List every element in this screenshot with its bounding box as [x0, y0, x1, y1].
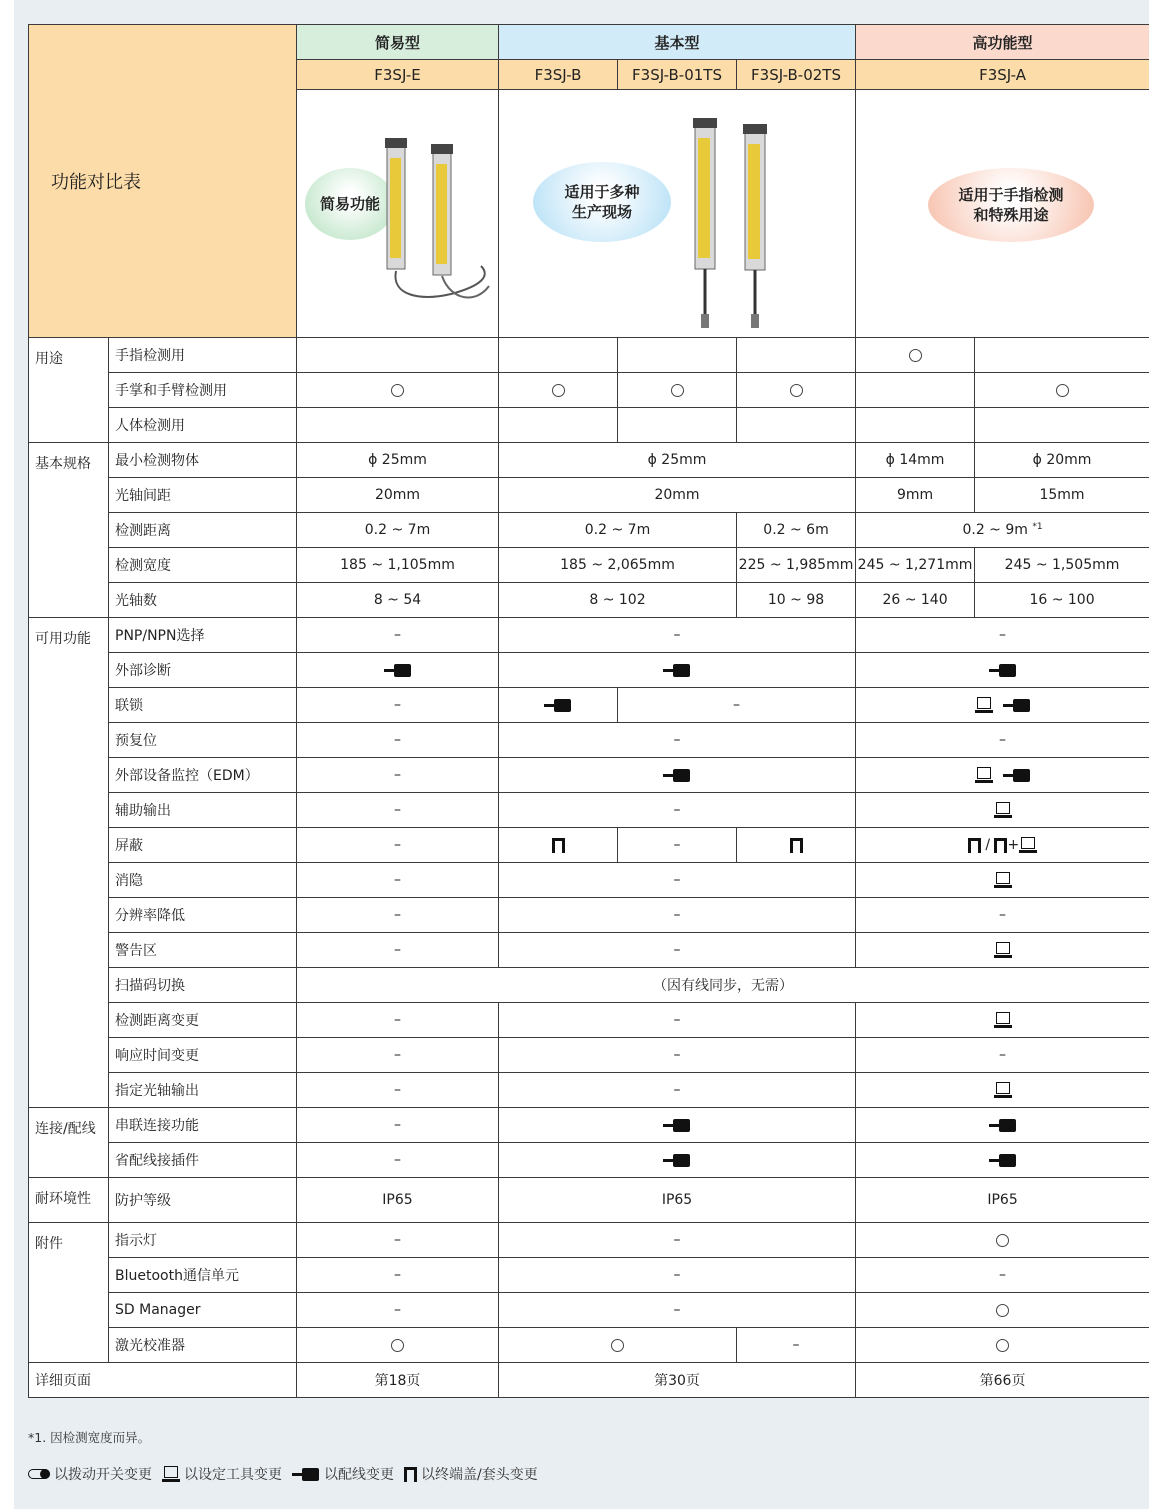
cell — [856, 793, 1149, 828]
cell: – — [297, 723, 499, 758]
category-connection: 连接/配线 — [29, 1108, 109, 1178]
end-cap-icon — [994, 838, 1007, 853]
item-warning: 警告区 — [109, 933, 297, 968]
cell — [856, 338, 975, 373]
cell — [856, 1293, 1149, 1328]
cell: 245 ~ 1,271mm — [856, 548, 975, 583]
sensor-pair-image — [381, 136, 496, 311]
item-interlock: 联锁 — [109, 688, 297, 723]
laptop-icon — [994, 942, 1012, 958]
bubble-basic: 适用于多种 生产现场 — [533, 162, 671, 242]
cell: – — [737, 1328, 856, 1363]
cell: 20mm — [297, 478, 499, 513]
item-series: 串联连接功能 — [109, 1108, 297, 1143]
cell — [499, 1143, 856, 1178]
model-f3sj-e: F3SJ-E — [297, 60, 499, 90]
toggle-switch-icon — [28, 1469, 50, 1479]
cell — [856, 1143, 1149, 1178]
laptop-icon — [162, 1466, 180, 1482]
cell: 26 ~ 140 — [856, 583, 975, 618]
item-muting: 屏蔽 — [109, 828, 297, 863]
cell: – — [499, 933, 856, 968]
item-ext-diag: 外部诊断 — [109, 653, 297, 688]
item-bluetooth: Bluetooth通信单元 — [109, 1258, 297, 1293]
page-link-basic[interactable]: 第30页 — [499, 1363, 856, 1398]
legend — [28, 1464, 548, 1484]
end-cap-icon — [790, 838, 803, 853]
cell — [856, 408, 975, 443]
cell — [975, 373, 1149, 408]
end-cap-icon — [552, 838, 565, 853]
laptop-icon — [975, 767, 993, 783]
cell: 245 ~ 1,505mm — [975, 548, 1149, 583]
cell: 0.2 ~ 7m — [499, 513, 737, 548]
cell — [499, 828, 618, 863]
cell: ϕ 25mm — [499, 443, 856, 478]
cell: – — [297, 1223, 499, 1258]
cell — [499, 653, 856, 688]
cell: 185 ~ 2,065mm — [499, 548, 737, 583]
cell: – — [499, 863, 856, 898]
item-sd-manager: SD Manager — [109, 1293, 297, 1328]
cell: IP65 — [856, 1178, 1149, 1223]
page-link-advanced[interactable]: 第66页 — [856, 1363, 1149, 1398]
cell: – — [499, 1003, 856, 1038]
circle-mark-icon — [996, 1234, 1009, 1247]
model-f3sj-a: F3SJ-A — [856, 60, 1149, 90]
cell — [856, 828, 1149, 863]
cell: – — [297, 1003, 499, 1038]
cell — [499, 408, 618, 443]
group-header-easy: 简易型 — [297, 25, 499, 60]
cell — [499, 373, 618, 408]
product-image-advanced — [856, 90, 1149, 338]
item-protection: 防护等级 — [109, 1178, 297, 1223]
distance-value: 0.2 ~ 9m — [962, 522, 1028, 538]
comparison-table — [28, 24, 1149, 1398]
laptop-icon — [1019, 837, 1037, 853]
cell: 8 ~ 54 — [297, 583, 499, 618]
category-environment: 耐环境性 — [29, 1178, 109, 1223]
bubble-easy: 简易功能 — [305, 168, 395, 240]
cell: – — [499, 1223, 856, 1258]
plus-text: + — [1007, 837, 1020, 853]
cell — [499, 338, 618, 373]
cell — [737, 408, 856, 443]
model-f3sj-b: F3SJ-B — [499, 60, 618, 90]
plug-icon — [1003, 769, 1031, 782]
plug-icon — [1003, 699, 1031, 712]
plug-icon — [989, 1119, 1017, 1132]
cell: – — [297, 1258, 499, 1293]
footnote: *1. 因检测宽度而异。 — [28, 1430, 151, 1445]
item-edm: 外部设备监控（EDM） — [109, 758, 297, 793]
item-scan-code: 扫描码切换 — [109, 968, 297, 1003]
cell — [499, 1328, 737, 1363]
item-width: 检测宽度 — [109, 548, 297, 583]
group-header-basic: 基本型 — [499, 25, 856, 60]
cell — [856, 688, 1149, 723]
sensor-pair-image-basic — [689, 116, 789, 336]
legend-wiring: 以配线变更 — [292, 1464, 394, 1484]
cell — [499, 1108, 856, 1143]
product-image-easy — [297, 90, 499, 338]
category-detail-page: 详细页面 — [29, 1363, 297, 1398]
legend-cap: 以终端盖/套头变更 — [404, 1464, 538, 1484]
cell — [975, 408, 1149, 443]
category-functions: 可用功能 — [29, 618, 109, 1108]
cell — [856, 513, 1149, 548]
cell — [856, 1328, 1149, 1363]
end-cap-icon — [968, 838, 981, 853]
cell — [297, 1328, 499, 1363]
item-pnp-npn: PNP/NPN选择 — [109, 618, 297, 653]
cell: – — [297, 618, 499, 653]
plug-icon — [663, 1119, 691, 1132]
cell: – — [499, 1073, 856, 1108]
laptop-icon — [994, 872, 1012, 888]
cell: – — [297, 863, 499, 898]
item-aux-out: 辅助输出 — [109, 793, 297, 828]
cell — [975, 338, 1149, 373]
category-accessories: 附件 — [29, 1223, 109, 1363]
legend-tool: 以设定工具变更 — [162, 1464, 282, 1484]
circle-mark-icon — [391, 1339, 404, 1352]
cell: – — [856, 723, 1149, 758]
cell — [297, 408, 499, 443]
category-usage: 用途 — [29, 338, 109, 443]
model-f3sj-b-02ts: F3SJ-B-02TS — [737, 60, 856, 90]
slash-text: / — [985, 837, 991, 853]
cell: – — [499, 723, 856, 758]
plug-icon — [292, 1468, 320, 1481]
cell — [618, 373, 737, 408]
item-beam-gap: 光轴间距 — [109, 478, 297, 513]
cell: – — [856, 1258, 1149, 1293]
cell: IP65 — [499, 1178, 856, 1223]
cell: 10 ~ 98 — [737, 583, 856, 618]
cell: – — [297, 1108, 499, 1143]
cell: – — [856, 618, 1149, 653]
plug-icon — [544, 699, 572, 712]
cell — [856, 1003, 1149, 1038]
cell: – — [499, 1293, 856, 1328]
cell: – — [297, 688, 499, 723]
cell: – — [499, 618, 856, 653]
item-wiring-saver: 省配线接插件 — [109, 1143, 297, 1178]
plug-icon — [384, 664, 412, 677]
item-beam-output: 指定光轴输出 — [109, 1073, 297, 1108]
circle-mark-icon — [996, 1339, 1009, 1352]
model-f3sj-b-01ts: F3SJ-B-01TS — [618, 60, 737, 90]
cell — [856, 1108, 1149, 1143]
cell: ϕ 14mm — [856, 443, 975, 478]
plug-icon — [989, 1154, 1017, 1167]
laptop-icon — [994, 802, 1012, 818]
item-resp-change: 响应时间变更 — [109, 1038, 297, 1073]
cell: 8 ~ 102 — [499, 583, 737, 618]
cell — [618, 338, 737, 373]
cell: – — [297, 1143, 499, 1178]
plug-icon — [663, 1154, 691, 1167]
cell — [499, 758, 856, 793]
cell — [499, 688, 618, 723]
cell: – — [499, 898, 856, 933]
cell: – — [297, 1293, 499, 1328]
cell — [856, 1223, 1149, 1258]
circle-mark-icon — [391, 384, 404, 397]
cell — [737, 828, 856, 863]
cell: – — [618, 828, 737, 863]
laptop-icon — [994, 1082, 1012, 1098]
group-header-advanced: 高功能型 — [856, 25, 1149, 60]
cell — [737, 373, 856, 408]
circle-mark-icon — [552, 384, 565, 397]
cell: – — [297, 793, 499, 828]
circle-mark-icon — [611, 1339, 624, 1352]
cell — [856, 863, 1149, 898]
table-title: 功能对比表 — [29, 25, 297, 338]
footnote-ref: *1 — [1032, 522, 1043, 532]
cell: 9mm — [856, 478, 975, 513]
cell: – — [297, 933, 499, 968]
cell: ϕ 20mm — [975, 443, 1149, 478]
end-cap-icon — [404, 1467, 417, 1482]
item-beams: 光轴数 — [109, 583, 297, 618]
item-laser: 激光校准器 — [109, 1328, 297, 1363]
item-hand-arm: 手掌和手臂检测用 — [109, 373, 297, 408]
cell: – — [297, 1038, 499, 1073]
legend-switch: 以拨动开关变更 — [28, 1464, 152, 1484]
circle-mark-icon — [1056, 384, 1069, 397]
item-resolution: 分辨率降低 — [109, 898, 297, 933]
category-basic-spec: 基本规格 — [29, 443, 109, 618]
cell: 0.2 ~ 6m — [737, 513, 856, 548]
circle-mark-icon — [909, 349, 922, 362]
bubble-advanced: 适用于手指检测 和特殊用途 — [928, 168, 1094, 242]
cell: – — [499, 1258, 856, 1293]
item-prereset: 预复位 — [109, 723, 297, 758]
plug-icon — [663, 769, 691, 782]
cell: 20mm — [499, 478, 856, 513]
item-body: 人体检测用 — [109, 408, 297, 443]
circle-mark-icon — [790, 384, 803, 397]
cell — [856, 933, 1149, 968]
cell: – — [297, 828, 499, 863]
laptop-icon — [975, 697, 993, 713]
cell: 15mm — [975, 478, 1149, 513]
cell — [297, 373, 499, 408]
cell: – — [297, 758, 499, 793]
cell: ϕ 25mm — [297, 443, 499, 478]
item-distance: 检测距离 — [109, 513, 297, 548]
circle-mark-icon — [996, 1304, 1009, 1317]
item-indicator: 指示灯 — [109, 1223, 297, 1258]
cell — [856, 653, 1149, 688]
item-min-object: 最小检测物体 — [109, 443, 297, 478]
cell: 16 ~ 100 — [975, 583, 1149, 618]
cell — [297, 338, 499, 373]
cell — [856, 758, 1149, 793]
cell: – — [297, 898, 499, 933]
cell: 185 ~ 1,105mm — [297, 548, 499, 583]
circle-mark-icon — [671, 384, 684, 397]
cell: 225 ~ 1,985mm — [737, 548, 856, 583]
cell — [737, 338, 856, 373]
page-link-easy[interactable]: 第18页 — [297, 1363, 499, 1398]
cell: – — [499, 1038, 856, 1073]
cell — [856, 1073, 1149, 1108]
cell — [297, 653, 499, 688]
cell: – — [856, 1038, 1149, 1073]
cell: – — [856, 898, 1149, 933]
cell — [856, 373, 975, 408]
cell: – — [499, 793, 856, 828]
laptop-icon — [994, 1012, 1012, 1028]
cell — [618, 408, 737, 443]
item-finger: 手指检测用 — [109, 338, 297, 373]
cell: IP65 — [297, 1178, 499, 1223]
item-blanking: 消隐 — [109, 863, 297, 898]
cell: 0.2 ~ 7m — [297, 513, 499, 548]
product-image-basic — [499, 90, 856, 338]
plug-icon — [989, 664, 1017, 677]
cell: – — [297, 1073, 499, 1108]
cell: – — [618, 688, 856, 723]
plug-icon — [663, 664, 691, 677]
cell: （因有线同步，无需） — [297, 968, 1149, 1003]
item-dist-change: 检测距离变更 — [109, 1003, 297, 1038]
